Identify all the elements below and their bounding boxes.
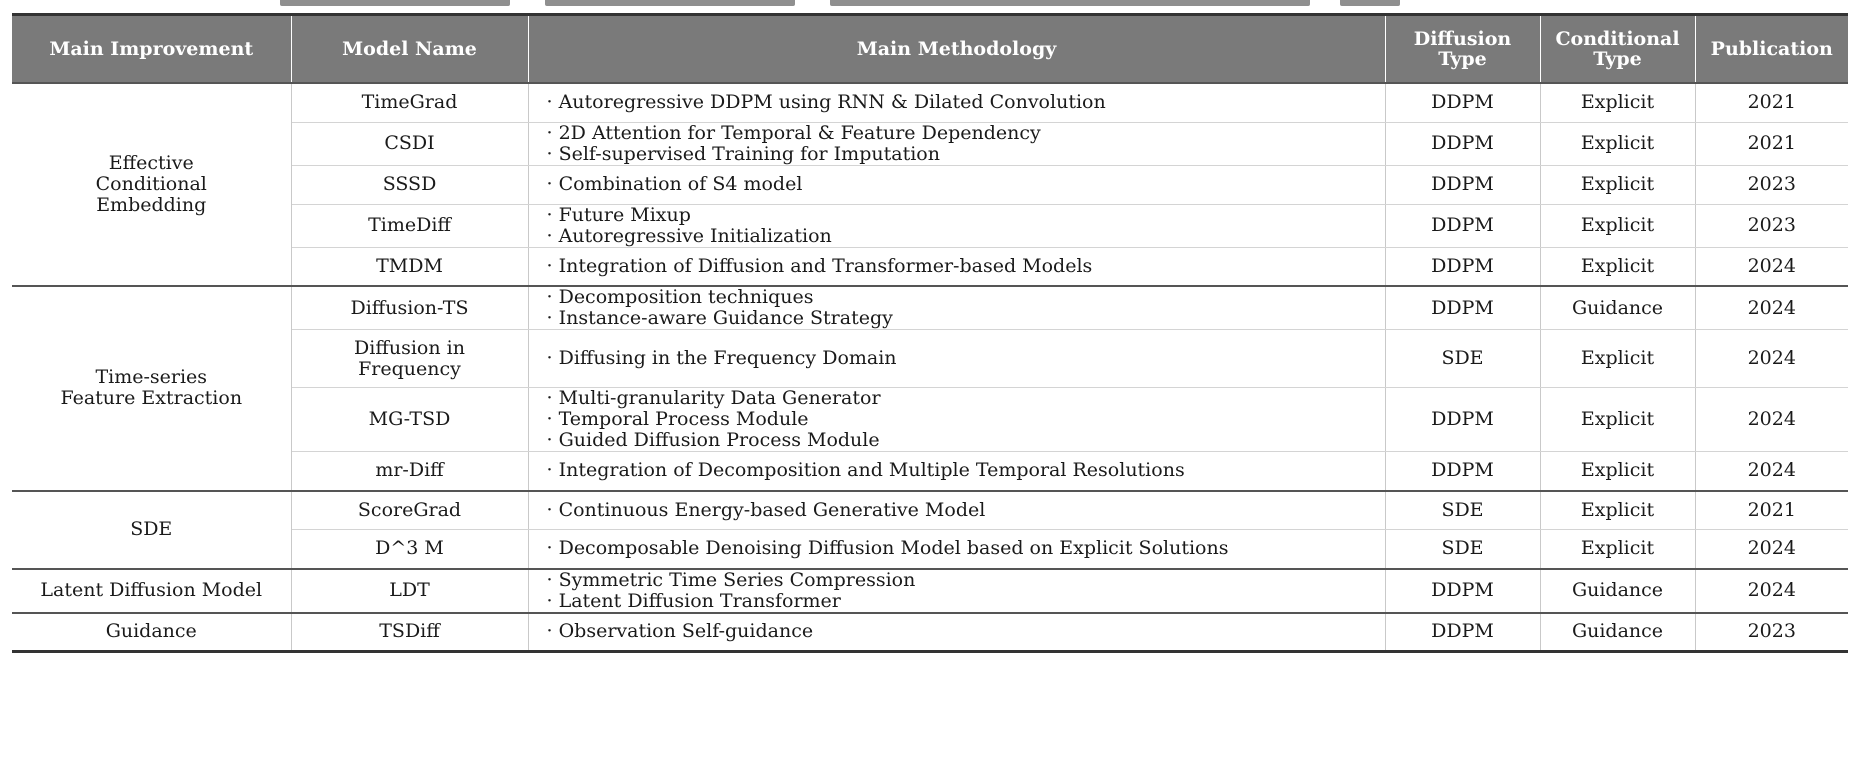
methodology-line: · Self-supervised Training for Imputation <box>546 142 940 165</box>
header-conditional-type: Conditional Type <box>1540 15 1695 84</box>
table-header-row <box>12 15 1848 84</box>
methodology-line: · Integration of Diffusion and Transformer-based Models <box>546 254 1093 277</box>
diffusion-type-cell: DDPM <box>1385 122 1540 165</box>
diffusion-type-cell: DDPM <box>1385 613 1540 652</box>
methodology-cell <box>528 286 1385 330</box>
conditional-type-cell: Explicit <box>1540 452 1695 491</box>
model-name-cell: TimeGrad <box>291 83 528 122</box>
methodology-cell <box>528 491 1385 530</box>
publication-year-cell: 2024 <box>1695 247 1848 286</box>
publication-year-cell: 2023 <box>1695 204 1848 247</box>
methodology-line: · Decomposable Denoising Diffusion Model based on Explicit Solutions <box>546 537 1229 560</box>
diffusion-type-cell: DDPM <box>1385 286 1540 330</box>
publication-year-cell: 2024 <box>1695 388 1848 452</box>
table-row <box>12 613 1848 652</box>
publication-year-cell: 2024 <box>1695 569 1848 613</box>
methodology-cell <box>528 452 1385 491</box>
diffusion-type-cell: DDPM <box>1385 165 1540 204</box>
methodology-cell <box>528 165 1385 204</box>
diffusion-models-table <box>12 13 1848 653</box>
diffusion-type-cell: DDPM <box>1385 452 1540 491</box>
methodology-line: · Combination of S4 model <box>546 173 803 195</box>
methodology-line: · Temporal Process Module <box>546 408 809 430</box>
main-improvement-cell: Latent Diffusion Model <box>12 569 291 613</box>
table-row <box>12 286 1848 330</box>
publication-year-cell: 2024 <box>1695 330 1848 388</box>
model-name-cell: mr-Diff <box>291 452 528 491</box>
main-improvement-cell: Guidance <box>12 613 291 652</box>
methodology-line: · 2D Attention for Temporal & Feature Dependency <box>546 121 1041 144</box>
model-name-cell: ScoreGrad <box>291 491 528 530</box>
model-name-cell: TSDiff <box>291 613 528 652</box>
methodology-cell <box>528 388 1385 452</box>
diffusion-type-cell: SDE <box>1385 530 1540 569</box>
methodology-line: · Instance-aware Guidance Strategy <box>546 307 893 329</box>
table-body <box>12 83 1848 652</box>
diffusion-type-cell: DDPM <box>1385 388 1540 452</box>
methodology-cell <box>528 247 1385 286</box>
conditional-type-cell: Guidance <box>1540 286 1695 330</box>
publication-year-cell: 2021 <box>1695 491 1848 530</box>
conditional-type-cell: Explicit <box>1540 388 1695 452</box>
conditional-type-cell: Guidance <box>1540 613 1695 652</box>
cropped-caption-text <box>0 0 1860 12</box>
methodology-cell <box>528 122 1385 165</box>
header-model-name: Model Name <box>291 15 528 84</box>
table-row <box>12 491 1848 530</box>
conditional-type-cell: Explicit <box>1540 247 1695 286</box>
methodology-line: · Future Mixup <box>546 203 691 226</box>
conditional-type-cell: Explicit <box>1540 83 1695 122</box>
diffusion-type-cell: DDPM <box>1385 569 1540 613</box>
table-row <box>12 83 1848 122</box>
methodology-line: · Decomposition techniques <box>546 286 814 308</box>
methodology-line: · Autoregressive DDPM using RNN & Dilated Convolution <box>546 91 1106 114</box>
methodology-line: · Integration of Decomposition and Multiple Temporal Resolutions <box>546 459 1185 482</box>
methodology-line: · Latent Diffusion Transformer <box>546 589 841 612</box>
publication-year-cell: 2024 <box>1695 530 1848 569</box>
main-improvement-cell: Time-series Feature Extraction <box>12 286 291 491</box>
methodology-cell <box>528 83 1385 122</box>
main-improvement-cell: Effective Conditional Embedding <box>12 83 291 286</box>
table-container <box>12 13 1848 653</box>
diffusion-type-cell: SDE <box>1385 491 1540 530</box>
methodology-cell <box>528 569 1385 613</box>
methodology-cell <box>528 204 1385 247</box>
methodology-line: · Continuous Energy-based Generative Model <box>546 498 986 521</box>
header-main-improvement: Main Improvement <box>12 15 291 84</box>
conditional-type-cell: Explicit <box>1540 165 1695 204</box>
model-name-cell: CSDI <box>291 122 528 165</box>
model-name-cell: D^3 M <box>291 530 528 569</box>
publication-year-cell: 2024 <box>1695 452 1848 491</box>
model-name-cell: TMDM <box>291 247 528 286</box>
model-name-cell: Diffusion-TS <box>291 286 528 330</box>
header-diffusion-type: Diffusion Type <box>1385 15 1540 84</box>
publication-year-cell: 2021 <box>1695 122 1848 165</box>
conditional-type-cell: Explicit <box>1540 491 1695 530</box>
methodology-line: · Guided Diffusion Process Module <box>546 429 880 451</box>
publication-year-cell: 2023 <box>1695 613 1848 652</box>
conditional-type-cell: Guidance <box>1540 569 1695 613</box>
publication-year-cell: 2024 <box>1695 286 1848 330</box>
model-name-cell: LDT <box>291 569 528 613</box>
conditional-type-cell: Explicit <box>1540 330 1695 388</box>
methodology-line: · Autoregressive Initialization <box>546 224 832 247</box>
diffusion-type-cell: SDE <box>1385 330 1540 388</box>
methodology-line: · Symmetric Time Series Compression <box>546 568 916 591</box>
diffusion-type-cell: DDPM <box>1385 204 1540 247</box>
table-row <box>12 569 1848 613</box>
publication-year-cell: 2021 <box>1695 83 1848 122</box>
diffusion-type-cell: DDPM <box>1385 247 1540 286</box>
publication-year-cell: 2023 <box>1695 165 1848 204</box>
methodology-line: · Multi-granularity Data Generator <box>546 387 881 409</box>
diffusion-type-cell: DDPM <box>1385 83 1540 122</box>
methodology-cell <box>528 530 1385 569</box>
model-name-cell: SSSD <box>291 165 528 204</box>
methodology-line: · Observation Self-guidance <box>546 620 814 643</box>
model-name-cell: MG-TSD <box>291 388 528 452</box>
methodology-line: · Diffusing in the Frequency Domain <box>546 347 897 369</box>
model-name-cell: TimeDiff <box>291 204 528 247</box>
methodology-cell <box>528 613 1385 652</box>
methodology-cell <box>528 330 1385 388</box>
header-publication: Publication <box>1695 15 1848 84</box>
conditional-type-cell: Explicit <box>1540 122 1695 165</box>
model-name-cell: Diffusion in Frequency <box>291 330 528 388</box>
main-improvement-cell: SDE <box>12 491 291 569</box>
header-main-methodology: Main Methodology <box>528 15 1385 84</box>
conditional-type-cell: Explicit <box>1540 530 1695 569</box>
conditional-type-cell: Explicit <box>1540 204 1695 247</box>
